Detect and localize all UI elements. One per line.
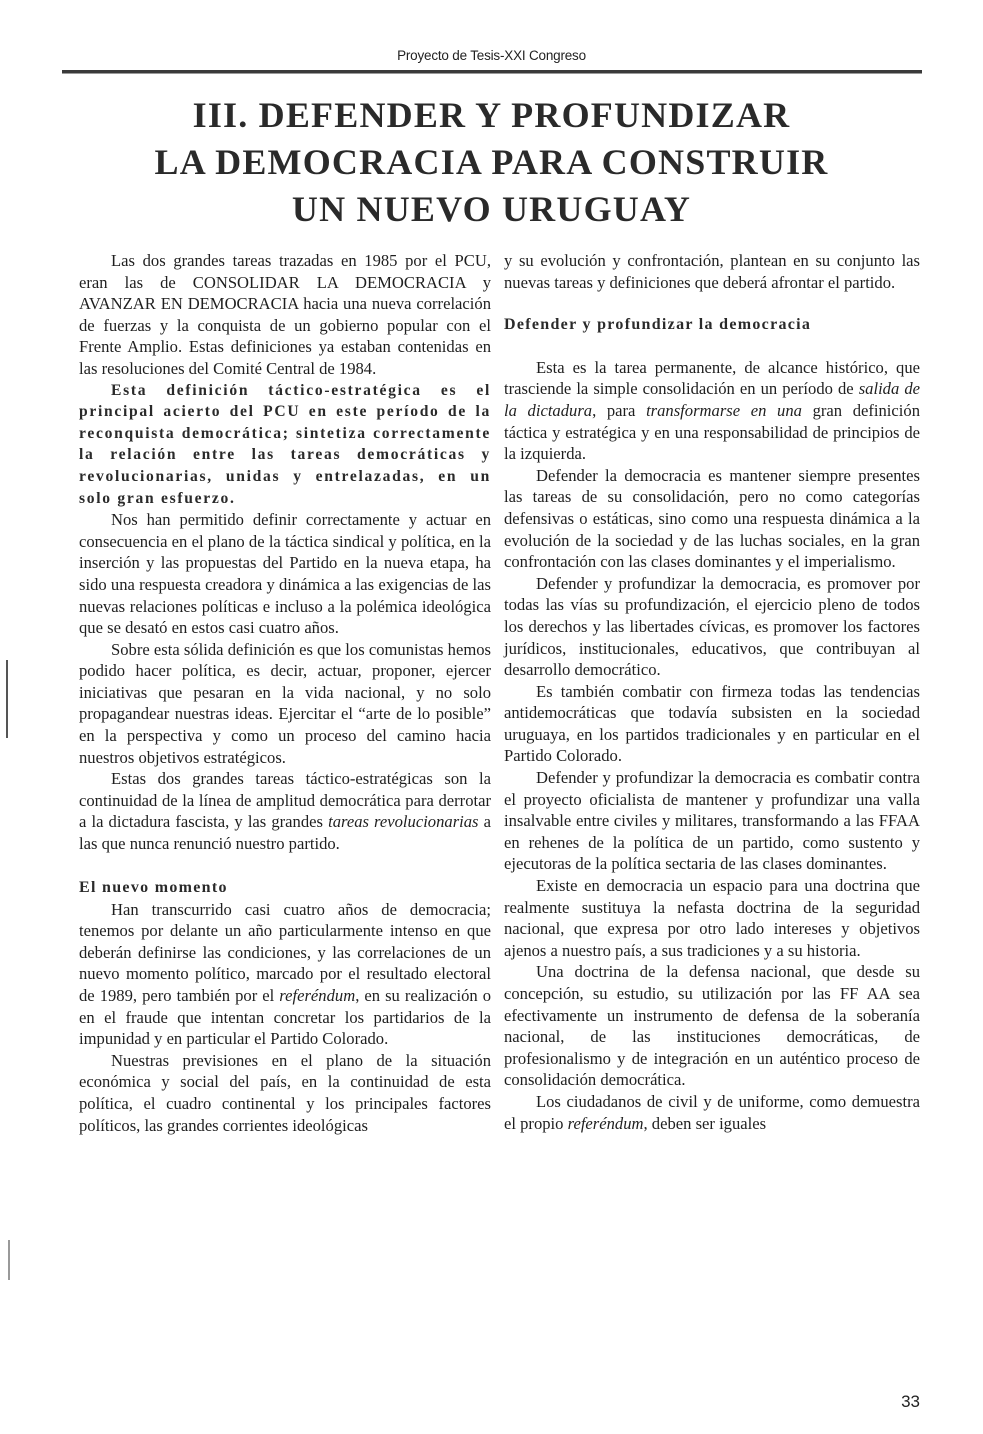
italic-text: referéndum bbox=[567, 1113, 644, 1133]
italic-text: transformarse en una bbox=[646, 400, 802, 420]
paragraph: Nuestras previsiones en el plano de la situación económica y social del país, en la continuidad de esta política, el cuadro continental y los principales factores políticos, las grandes corrientes ideológicas bbox=[79, 1050, 491, 1135]
paragraph: Existe en democracia un espacio para una doctrina que realmente sustituya la nefasta doctrina de la seguridad nacional, que expresa por otro lado intereses y objetivos ajenos a nuestro país, a sus tradiciones y a su historia. bbox=[504, 876, 920, 960]
paragraph bbox=[504, 1091, 920, 1134]
page-number: 33 bbox=[901, 1392, 920, 1411]
text-run: , para bbox=[592, 400, 647, 420]
margin-mark bbox=[8, 1240, 10, 1280]
chapter-title-line: UN NUEVO URUGUAY bbox=[291, 189, 692, 229]
paragraph: Sobre esta sólida definición es que los comunistas hemos podido hacer política, es decir, actuar, proponer, ejercer iniciativas que pesaran en la vida nacional, y no solo propagandear nuestras ideas. Ejercitar el “arte de lo posible” en la perspectiva y como un proceso del camino hacia nuestros objetivos estratégicos. bbox=[79, 639, 491, 767]
text-run: Los ciudadanos de civil y de uniforme, como demuestra el propio bbox=[504, 1091, 920, 1133]
paragraph bbox=[504, 357, 920, 465]
paragraph: Defender y profundizar la democracia es combatir contra el proyecto oficialista de mantener y profundizar una valla insalvable entre civiles y militares, transformando a las FFAA en rehenes de la política de un partido, como sustento y ejecutoras de la política sectaria de las clases dominantes. bbox=[504, 768, 920, 874]
text-run: Han transcurrido casi cuatro años de democracia; tenemos por delante un año particularmente intenso en que deberán definirse las condiciones, y las correlaciones de un nuevo momento político, marcado por el resultado electoral de 1989, pero también por el bbox=[79, 899, 491, 1005]
text-run: a las que nunca renunció nuestro partido. bbox=[79, 812, 492, 854]
text-run: Esta es la tarea permanente, de alcance histórico, que trasciende la simple consolidación en un período de bbox=[504, 357, 920, 399]
paragraph bbox=[79, 899, 491, 1050]
chapter-title bbox=[0, 92, 983, 233]
paragraph bbox=[79, 768, 491, 854]
paragraph: Una doctrina de la defensa nacional, que desde su concepción, su estudio, su utilización por las FF AA sea efectivamente un instrumento de defensa de la soberanía nacional, de las instituciones democráticas, de profesionalismo y de integración en un auténtico proceso de consolidación democrática. bbox=[504, 962, 920, 1090]
chapter-title-line: LA DEMOCRACIA PARA CONSTRUIR bbox=[154, 142, 829, 182]
paragraph: y su evolución y confrontación, plantean en su conjunto las nuevas tareas y definiciones que deberá afrontar el partido. bbox=[504, 251, 920, 292]
italic-text: tareas revolucionarias bbox=[328, 812, 479, 832]
italic-text: referéndum bbox=[279, 986, 356, 1005]
paragraph: Defender la democracia es mantener siempre presentes las tareas de su consolidación, pero no como categorías defensivas o estáticas, sino como una respuesta dinámica a la evolución de la sociedad y de las luchas sociales, en la gran confrontación con las clases dominantes y el imperialismo. bbox=[504, 465, 920, 572]
chapter-title-line: III. DEFENDER Y PROFUNDIZAR bbox=[192, 95, 791, 135]
paragraph: Las dos grandes tareas trazadas en 1985 por el PCU, eran las de CONSOLIDAR LA DEMOCRACIA y AVANZAR EN DEMOCRACIA hacia una nueva correlación de fuerzas y la conquista de un gobierno popular con el Frente Amplio. Estas definiciones ya estaban contenidas en las resoluciones del Comité Central de 1984. bbox=[79, 251, 491, 378]
italic-text: salida de la dictadura bbox=[504, 379, 920, 420]
margin-mark bbox=[6, 660, 8, 738]
running-head: Proyecto de Tesis-XXI Congreso bbox=[397, 48, 586, 63]
section-heading: Defender y profundizar la democracia bbox=[504, 316, 812, 334]
left-column bbox=[79, 250, 491, 1136]
paragraph: Es también combatir con firmeza todas las tendencias antidemocráticas que todavía subsisten en la sociedad uruguaya, en los partidos tradicionales y en particular en el Partido Colorado. bbox=[504, 681, 920, 766]
text-run: , deben ser iguales bbox=[643, 1113, 767, 1133]
text-run: , en su realización o en el fraude que intentan concretar los partidarios de la impunidad y en particular el Partido Colorado. bbox=[79, 986, 492, 1049]
right-column bbox=[504, 250, 920, 1134]
text-run: gran definición táctica y estratégica y en una responsabilidad de principios de la izquierda. bbox=[504, 400, 920, 464]
header-rule bbox=[62, 70, 922, 73]
text-run: Estas dos grandes tareas táctico-estratégicas son la continuidad de la línea de amplitud democrática para derrotar a la dictadura fascista, y las grandes bbox=[79, 769, 491, 832]
section-heading: El nuevo momento bbox=[79, 878, 228, 896]
emphasis-paragraph: Esta definición táctico-estratégica es el principal acierto del PCU en este período de la reconquista democrática; sintetiza correctamente la relación entre las tareas democráticas y revolucionarias, unidas y entrelazadas, en un solo gran esfuerzo. bbox=[79, 381, 491, 507]
paragraph: Defender y profundizar la democracia, es promover por todas las vías su profundización, el ejercicio pleno de todos los derechos y las libertades cívicas, es promover los factores jurídicos, institucionales, educativos, que contribuyan al desarrollo democrático. bbox=[504, 573, 920, 680]
paragraph: Nos han permitido definir correctamente y actuar en consecuencia en el plano de la táctica sindical y política, en la inserción y las propuestas del Partido en la nueva etapa, ha sido una respuesta creadora y dinámica a las exigencias de las nuevas relaciones políticas e incluso a la polémica ideológica que se desató en estos casi cuatro años. bbox=[79, 510, 491, 638]
